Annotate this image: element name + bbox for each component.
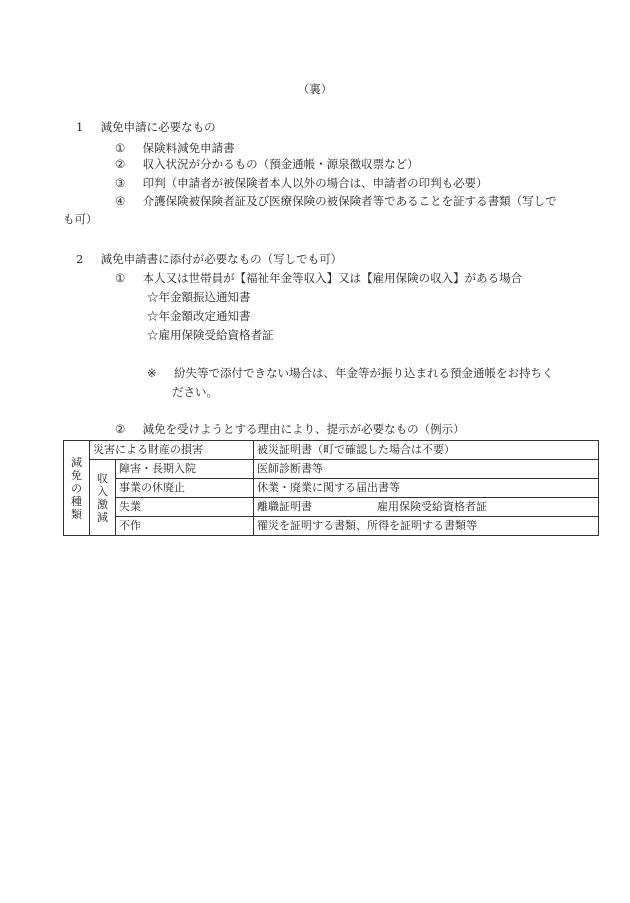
note-marker: ※	[147, 366, 157, 380]
section2-sub2-marker: ②	[115, 422, 126, 436]
reason-type-cell: 事業の休廃止	[116, 479, 254, 498]
section1-number: 1	[76, 120, 84, 134]
section1-title: 減免申請に必要なもの	[100, 120, 216, 134]
reason-type-cell: 不作	[116, 517, 254, 536]
section1-item-1	[115, 141, 235, 156]
table-row	[64, 498, 599, 517]
reason-type-cell: 災害による財産の損害	[90, 441, 254, 460]
section1-item-2-text: 収入状況が分かるもの（預金通帳・源泉徴収票など）	[142, 157, 419, 171]
section1-item-3	[115, 176, 488, 191]
table-row	[64, 460, 599, 479]
section2-sub2	[115, 422, 465, 437]
category-label-char: の	[71, 481, 82, 495]
section1-item-2	[115, 157, 419, 172]
section2-heading	[76, 252, 342, 267]
category-label-cell	[64, 441, 90, 536]
category-label-char: 減	[71, 455, 82, 469]
section1-item-2-marker: ②	[115, 157, 126, 171]
section2-sub1	[115, 271, 522, 286]
required-doc-cell: 被災証明書（町で確認した場合は不要）	[254, 441, 599, 460]
doc-pension-transfer-notice: ☆年金額振込通知書	[147, 290, 251, 304]
section2-sub1-marker: ①	[115, 271, 126, 285]
section1-item-4-continuation: も可）	[63, 212, 98, 226]
section1-item-3-text: 印判（申請者が被保険者本人以外の場合は、申請者の印判も必要）	[142, 176, 488, 190]
income-label-char: 減	[97, 510, 108, 524]
required-doc-secondary: 雇用保険受給資格者証	[377, 500, 487, 513]
reduction-reasons-table	[63, 440, 599, 536]
note-line-1	[147, 366, 553, 381]
page-title: （裏）	[297, 82, 333, 96]
section2-number: 2	[76, 252, 84, 266]
category-label-char: 類	[71, 507, 82, 521]
table-row	[64, 517, 599, 536]
required-doc-cell: 休業・廃業に関する届出書等	[254, 479, 599, 498]
reason-type-cell: 障害・長期入院	[116, 460, 254, 479]
reason-type-cell: 失業	[116, 498, 254, 517]
category-label-char: 種	[71, 494, 82, 508]
section2-sub2-text: 減免を受けようとする理由により、提示が必要なもの（例示）	[142, 422, 465, 436]
required-doc-cell: 罹災を証明する書類、所得を証明する書類等	[254, 517, 599, 536]
required-doc-primary: 離職証明書	[257, 500, 312, 513]
doc-pension-revision-notice: ☆年金額改定通知書	[147, 309, 251, 323]
section1-item-3-marker: ③	[115, 176, 126, 190]
section2-sub1-text: 本人又は世帯員が【福祉年金等収入】又は【雇用保険の収入】がある場合	[142, 271, 523, 285]
income-label-char: 入	[97, 484, 108, 498]
required-doc-cell: 医師診断書等	[254, 460, 599, 479]
doc-employment-insurance-certificate: ☆雇用保険受給資格者証	[147, 328, 274, 342]
required-doc-cell	[254, 498, 599, 517]
income-label-char: 激	[97, 497, 108, 511]
section1-item-4-marker: ④	[115, 194, 126, 208]
section1-heading	[76, 120, 216, 135]
table-row	[64, 441, 599, 460]
table-row	[64, 479, 599, 498]
income-label-char: 収	[97, 471, 108, 485]
income-drop-label-cell	[90, 460, 116, 536]
section1-item-1-marker: ①	[115, 141, 126, 155]
note-text-1: 紛失等で添付できない場合は、年金等が振り込まれる預金通帳をお持ちく	[173, 366, 554, 380]
section1-item-4-text: 介護保険被保険者証及び医療保険の被保険者等であることを証する書類（写しで	[142, 194, 557, 208]
note-line-2: ださい。	[172, 385, 218, 399]
section1-item-4	[115, 194, 557, 209]
section2-title: 減免申請書に添付が必要なもの（写しでも可）	[100, 252, 343, 266]
category-label-char: 免	[71, 468, 82, 482]
section1-item-1-text: 保険料減免申請書	[142, 141, 235, 155]
